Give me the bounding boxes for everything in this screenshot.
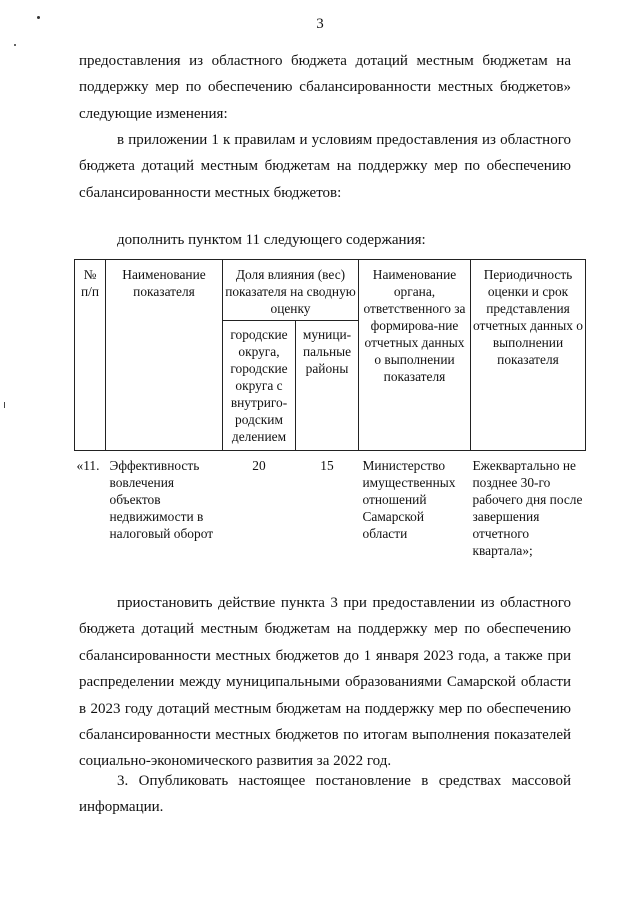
header-num: № п/п: [75, 260, 106, 451]
header-share-urban: городские округа, городские округа с внутриго-родским делением: [223, 321, 296, 451]
appendix-paragraph: в приложении 1 к правилам и условиям предоставления из областного бюджета дотаций местным бюджетам на поддержку мер по обеспечению сбалансированности местных бюджетов:: [79, 132, 571, 201]
row-urban-value: 20: [252, 458, 266, 473]
header-share-districts: муници-пальные районы: [296, 321, 359, 451]
suspend-paragraph: приостановить действие пункта 3 при предоставлении из областного бюджета дотаций местным бюджетам на поддержку мер по обеспечению сбалансированности местных бюджетов до 1 января 2023 года, а также при распределении между муниципальными образованиями Самарской области в 2023 году дотаций местным бюджетам на поддержку мер по обеспечению сбалансированности местных бюджетов по итогам выполнения показателей социально-экономического развития за 2022 год.: [79, 595, 571, 770]
row-organ: Министерство имущественных отношений Самарской области: [362, 458, 456, 541]
header-share: Доля влияния (вес) показателя на сводную оценку: [223, 260, 359, 321]
row-name: Эффективность вовлечения объектов недвижимости в налоговый оборот: [109, 458, 214, 541]
row-num: «11.: [76, 458, 100, 473]
supplement-line: дополнить пунктом 11 следующего содержания:: [117, 232, 426, 248]
page-number: 3: [316, 16, 324, 32]
header-organ: Наименование органа, ответственного за формирова-ние отчетных данных о выполнении показателя: [359, 260, 471, 451]
row-districts-value: 15: [320, 458, 334, 473]
header-period: Периодичность оценки и срок представления отчетных данных о выполнении показателя: [471, 260, 586, 451]
scan-speck: [14, 44, 16, 46]
scan-mark: [4, 402, 5, 408]
header-name: Наименование показателя: [106, 260, 223, 451]
row-period: Ежеквартально не позднее 30-го рабочего дня после завершения отчетного квартала»;: [472, 458, 583, 558]
indicator-table: [74, 259, 586, 559]
table-row: [75, 451, 586, 560]
publish-paragraph: 3. Опубликовать настоящее постановление в средствах массовой информации.: [79, 773, 571, 816]
intro-paragraph: предоставления из областного бюджета дотаций местным бюджетам на поддержку мер по обеспечению сбалансированности местных бюджетов» следующие изменения:: [79, 53, 571, 122]
